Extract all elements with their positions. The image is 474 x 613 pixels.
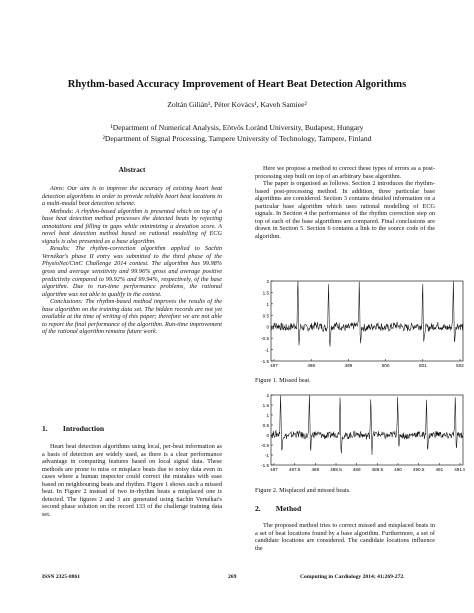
figure-1-caption: Figure 1. Missed beat. — [255, 377, 311, 384]
y-tick-label: 0 — [266, 433, 269, 438]
abstract-results: Results: The rhythm-correction algorithm applied to Sachin Vernékar's phase II entry was submitted to the third phase of the PhysioNet/CinC Challenge 2014 contest. The algorithm has 99.98% gross and average sensitivity and 99.96% gross and average positive predictivity compared to 99.92% and 99.94%, respectively, of the base algorithm. Due to run-time performance problems, the rational algorithm was not able to qualify in the contest. — [42, 245, 222, 298]
y-tick-label: 2 — [266, 393, 269, 398]
right-paragraph-2: The paper is organised as follows. Section 2 introduces the rhythm-based post-processing method. In addition, three particular base algorithms are considered. Section 3 contains detailed information on a particular base algorithm which uses rational modelling of ECG signals. In Section 4 the performance of the rhythm correction step on top of each of the base algorithms are compared. Final conclusions are drawn in Section 5. Section 6 contains a link to the source code of the algorithm. — [255, 180, 435, 240]
figure-1-plot — [255, 277, 465, 375]
right-intro-text — [255, 165, 435, 240]
x-tick-label: 489.5 — [371, 467, 384, 472]
y-tick-label: -0.5 — [261, 336, 269, 342]
y-tick-label: 1.5 — [262, 290, 269, 296]
x-tick-label: 497 — [270, 363, 278, 368]
figure-2-plot — [255, 391, 465, 479]
affiliations — [0, 122, 474, 144]
right-paragraph-1: Here we propose a method to correct these types of errors as a post-processing step built on top of an arbitrary base algorithm. — [255, 165, 435, 180]
figure-2 — [255, 391, 465, 479]
footer-issn: ISSN 2325-8861 — [42, 574, 81, 580]
y-tick-label: 1 — [266, 301, 269, 307]
y-tick-label: -0.5 — [261, 443, 269, 448]
x-tick-label: 501 — [418, 363, 427, 368]
footer-page-number: 269 — [228, 574, 237, 580]
method-paragraph: The proposed method tries to correct missed and misplaced beats in a set of beat locations found by a base algorithm. Furthermore, a set of candidate locations are considered. The candidate locations influence the — [255, 522, 435, 552]
abstract-heading: Abstract — [118, 166, 146, 174]
intro-paragraph: Heart beat detection algorithms using local, per-beat information as a basis of detection are widely used, as there is a clear performance advantage in computing features based on local signal data. These methods are prone to miss or misplace beats due to noisy data even in cases where a human inspector could correct the mistakes with ease based on neighbouring beats and rhythm. Figure 1 shows such a missed beat. In Figure 2 instead of two in-rhythm beats a misplaced one is detected. The figures 2 and 3 are generated using Sachin Vernékar's second phase solution on the record 133 of the challenge training data set. — [42, 443, 222, 518]
figure-2-caption: Figure 2. Misplaced and missed beats. — [255, 487, 351, 494]
affiliation-2: ²Department of Signal Processing, Tampere University of Technology, Tampere, Finland — [102, 134, 372, 143]
y-tick-label: -1 — [264, 453, 269, 458]
affiliation-1: ¹Department of Numerical Analysis, Eötvös Loránd University, Budapest, Hungary — [110, 123, 364, 132]
plot-frame — [271, 281, 463, 361]
x-tick-label: 487.5 — [288, 467, 301, 472]
x-tick-label: 502 — [456, 363, 464, 368]
x-tick-label: 498 — [307, 363, 316, 368]
method-body — [255, 522, 435, 552]
abstract-conclusions: Conclusions: The rhythm-based method improves the results of the base algorithm on the training data set. The hidden records are not yet available at the time of writing of this paper; therefore we are not able to report the final performance of the algorithm. Run-time improvement of the rational algorithm remains future work. — [42, 298, 222, 336]
x-tick-label: 488.5 — [330, 467, 342, 472]
y-tick-label: -1.5 — [261, 463, 269, 468]
author-list: Zoltán Gilián¹, Péter Kovács¹, Kaveh Samiee² — [167, 100, 307, 109]
abstract-aims: Aims: Our aim is to improve the accuracy of existing heart beat detection algorithms in order to provide reliable heart beat locations in a multi-modal beat detection scheme. — [42, 185, 222, 208]
x-tick-label: 491.5 — [454, 467, 465, 472]
ecg-trace — [271, 281, 463, 347]
abstract-body — [42, 185, 222, 336]
y-tick-label: 0.5 — [262, 423, 269, 428]
paper-title: Rhythm-based Accuracy Improvement of Heart Beat Detection Algorithms — [67, 79, 407, 90]
figure-1 — [255, 277, 465, 375]
method-heading: 2. Method — [255, 504, 302, 513]
y-tick-label: 0.5 — [262, 313, 269, 319]
x-tick-label: 491 — [435, 467, 444, 472]
footer-venue: Computing in Cardiology 2014; 41:269-272. — [300, 574, 405, 580]
y-tick-label: -1 — [264, 347, 269, 353]
intro-heading: 1. Introduction — [42, 424, 105, 433]
plot-frame — [271, 395, 463, 465]
y-tick-label: 2 — [266, 279, 269, 284]
y-tick-label: -1.5 — [261, 359, 269, 364]
x-tick-label: 489 — [352, 467, 361, 472]
x-tick-label: 500 — [381, 363, 390, 368]
x-tick-label: 490.5 — [412, 467, 425, 472]
x-tick-label: 487 — [270, 467, 278, 472]
x-tick-label: 499 — [344, 363, 353, 368]
ecg-trace — [271, 395, 463, 455]
x-tick-label: 488 — [311, 467, 320, 472]
intro-body — [42, 443, 222, 518]
abstract-methods: Methods: A rhythm-based algorithm is presented which on top of a base beat detection method processes the detected beats by rejecting annotations and filling in gaps while minimizing a deviation score. A novel beat detection method based on rational modelling of ECG signals is also presented as a base algorithm. — [42, 207, 222, 245]
y-tick-label: 1.5 — [262, 403, 269, 408]
x-tick-label: 490 — [394, 467, 402, 472]
y-tick-label: 0 — [266, 324, 269, 330]
y-tick-label: 1 — [266, 413, 269, 418]
